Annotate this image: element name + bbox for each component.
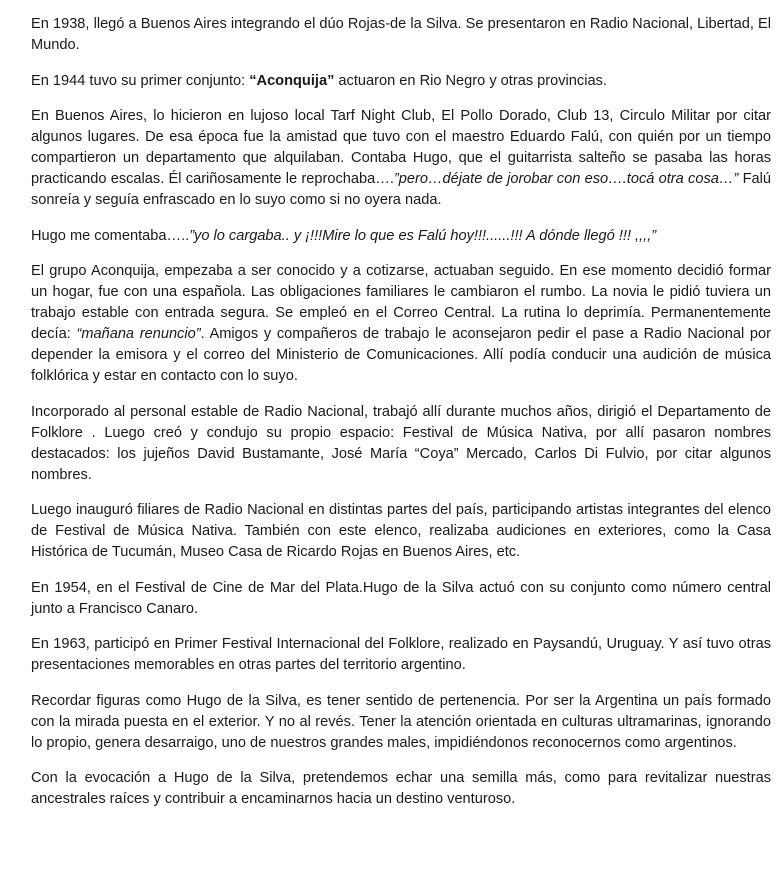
text-segment: En 1944 tuvo su primer conjunto: — [31, 72, 250, 89]
text-segment: Luego inauguró filiares de Radio Nacional en distintas partes del país, participando artistas integrantes del elenco de Festival de Música Nativa. También con este elenco, realizaba audiciones en exteriores, como la Casa Histórica de Tucumán, Museo Casa de Ricardo Rojas en Buenos Aires, etc. — [31, 502, 771, 560]
italic-quote: “mañana renuncio” — [76, 326, 201, 342]
paragraph-8 — [31, 578, 771, 620]
paragraph-4 — [31, 226, 771, 247]
italic-quote: ”pero…déjate de jorobar con eso….tocá otra cosa…” — [393, 171, 739, 187]
paragraph-2 — [31, 71, 771, 92]
text-segment: . Amigos y compañeros de trabajo le aconsejaron pedir el pase a Radio Nacional por depender la emisora y el correo del Ministerio de Comunicaciones. Allí podía conducir una audición de música folklórica y estar en contacto con lo suyo. — [31, 326, 771, 384]
paragraph-1 — [31, 14, 771, 56]
text-segment: En 1938, llegó a Buenos Aires integrando el dúo Rojas-de la Silva. Se presentaron en Radio Nacional, Libertad, El Mundo. — [31, 16, 771, 53]
text-segment: En 1954, en el Festival de Cine de Mar del Plata.Hugo de la Silva actuó con su conjunto como número central junto a Francisco Canaro. — [31, 579, 771, 617]
text-segment: Hugo me comentaba….. — [31, 227, 190, 244]
paragraph-7 — [31, 500, 771, 563]
paragraph-5 — [31, 261, 771, 387]
paragraph-9 — [31, 634, 771, 676]
text-segment: El grupo Aconquija, empezaba a ser conocido y a cotizarse, actuaban seguido. En ese momento decidió formar un hogar, fue con una española. Las obligaciones familiares le cambiaron el rumbo. La novia le pidió tuviera un trabajo estable con entrada segura. Se empleó en el Correo Central. La rutina lo deprimía. Permanentemente decía: — [31, 263, 771, 342]
paragraph-3 — [31, 106, 771, 211]
paragraph-11 — [31, 768, 771, 810]
text-segment: En Buenos Aires, lo hicieron en lujoso local Tarf Night Club, El Pollo Dorado, Club 13, Circulo Militar por citar algunos lugares. De esa época fue la amistad que tuvo con el maestro Eduardo Falú, con quién por un tiempo compartieron un departamento que alquilaban. Contaba Hugo, que el guitarrista salteño se pasaba las horas practicando escalas. Él cariñosamente le reprochaba…. — [31, 108, 771, 187]
text-segment: Recordar figuras como Hugo de la Silva, es tener sentido de pertenencia. Por ser la Argentina un país formado con la mirada puesta en el exterior. Y no al revés. Tener la atención orientada en culturas ultramarinas, ignorando lo propio, genera desarraigo, uno de nuestros grandes males, impidiéndonos reconocernos como argentinos. — [31, 692, 771, 751]
text-segment: Falú sonreía y seguía enfrascado en lo suyo como si no oyera nada. — [31, 171, 771, 208]
text-segment: Incorporado al personal estable de Radio Nacional, trabajó allí durante muchos años, dirigió el Departamento de Folklore . Luego creó y condujo su propio espacio: Festival de Música Nativa, por allí pasaron nombres destacados: los jujeños David Bustamante, José María “Coya” Mercado, Carlos Di Fulvio, por citar algunos nombres. — [31, 403, 771, 483]
italic-quote: ”yo lo cargaba.. y ¡!!!Mire lo que es Falú hoy!!!......!!! A dónde llegó !!! ,,,,” — [189, 227, 657, 244]
bold-group-name: “Aconquija” — [249, 72, 335, 89]
text-segment: En 1963, participó en Primer Festival Internacional del Folklore, realizado en Paysandú, Uruguay. Y así tuvo otras presentaciones memorables en otras partes del territorio argentino. — [31, 636, 771, 673]
text-segment: Con la evocación a Hugo de la Silva, pretendemos echar una semilla más, como para revitalizar nuestras ancestrales raíces y contribuir a encaminarnos hacia un destino venturoso. — [31, 770, 771, 807]
paragraph-6 — [31, 402, 771, 486]
paragraph-10 — [31, 691, 771, 754]
text-segment: actuaron en Rio Negro y otras provincias. — [334, 72, 607, 89]
